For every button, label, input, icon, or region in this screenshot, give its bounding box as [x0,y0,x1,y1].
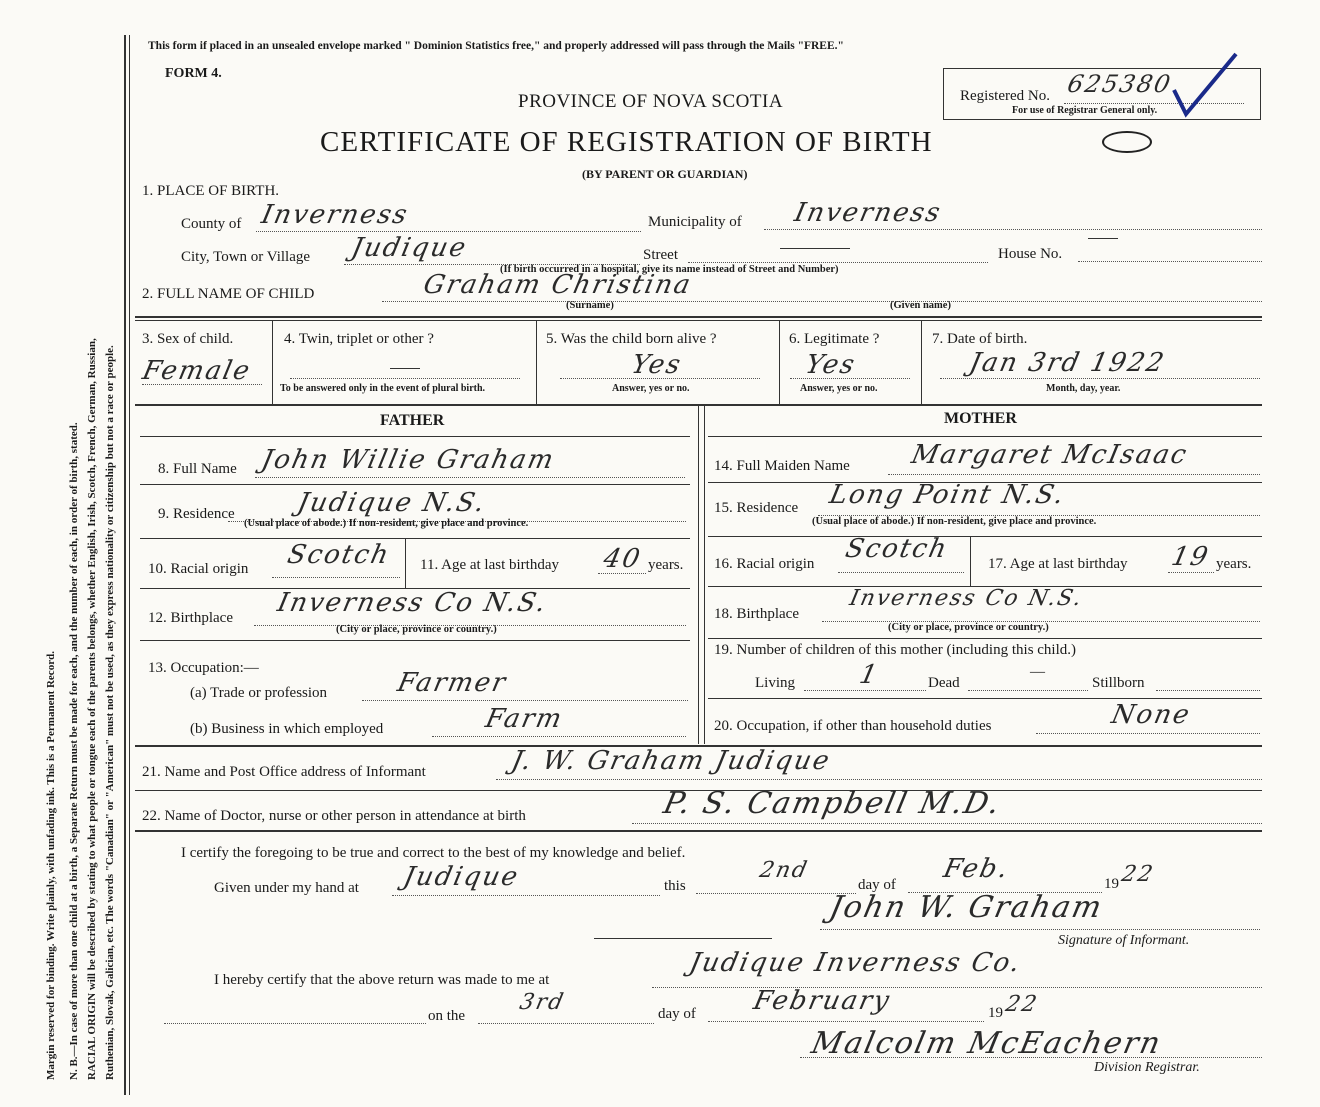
mother-birthplace-value: Inverness Co N.S. [847,586,1086,611]
registrar-month: February [750,986,894,1016]
mother-residence-note: (Usual place of abode.) If non-resident, give place and province. [812,516,1097,527]
living-value: 1 [856,660,882,690]
certificate-title: CERTIFICATE OF REGISTRATION OF BIRTH [320,126,933,158]
informant-line [496,779,1262,780]
city-value: Judique [348,233,471,263]
father-residence-label: 9. Residence [158,506,235,522]
registrar-month-line [708,1021,984,1022]
doctor-label: 22. Name of Doctor, nurse or other person in attendance at birth [142,808,526,824]
day-of-label: day of [858,877,896,893]
registrar-day-of-label: day of [658,1006,696,1022]
mother-age-label: 17. Age at last birthday [988,556,1128,572]
city-label: City, Town or Village [181,249,311,265]
alive-value: Yes [628,350,685,380]
mother-name-value: Margaret McIsaac [908,440,1191,470]
stillborn-line [1156,690,1260,691]
registrar-place-line [652,987,1262,988]
father-residence-note: (Usual place of abode.) If non-resident, give place and province. [244,518,529,529]
twin-dash [390,368,420,369]
side-note-margin: Margin reserved for binding. Write plainly, with unfading ink. This is a Permanent Record. [45,651,57,1080]
mother-racial-line [838,572,964,573]
this-label: this [664,878,686,894]
dead-value: — [1030,664,1045,680]
row-rule [708,436,1262,437]
registrar-text: I hereby certify that the above return was made to me at [214,972,550,988]
municipality-label: Municipality of [648,214,742,230]
legit-label: 6. Legitimate ? [789,331,880,347]
mother-occ-label: 20. Occupation, if other than household duties [714,718,992,734]
mother-residence-label: 15. Residence [714,500,799,516]
registrar-year: 22 [1003,992,1041,1017]
place-heading: 1. PLACE OF BIRTH. [142,183,280,199]
row-rule [140,436,690,437]
dead-label: Dead [928,675,960,691]
alive-label: 5. Was the child born alive ? [546,331,717,347]
child-name-label: 2. FULL NAME OF CHILD [142,286,315,302]
given-month: Feb. [940,854,1013,884]
mother-birthplace-label: 18. Birthplace [714,606,799,622]
side-note-racial-1: RACIAL ORIGIN will be described by stating to what people or tongue each of the parents belongs, whether English, Irish, Scotch, French, German, Russian, [86,338,98,1080]
twin-note: To be answered only in the event of plural birth. [280,383,486,394]
mother-occ-value: None [1108,700,1194,730]
registrar-use-note: For use of Registrar General only. [1012,105,1158,116]
registrar-place: Judique Inverness Co. [686,948,1025,978]
father-years: years. [648,557,684,573]
margin-rule [124,35,126,1095]
given-caption: (Given name) [890,300,951,311]
father-age-label: 11. Age at last birthday [420,557,559,573]
on-the-label: on the [428,1008,466,1024]
living-label: Living [755,675,795,691]
twin-line [290,378,520,379]
sex-value: Female [139,356,255,386]
registrar-lead-line [164,1023,426,1024]
surname-caption: (Surname) [566,300,614,311]
county-line [256,231,641,232]
municipality-value: Inverness [791,198,945,228]
row-rule [708,638,1262,639]
children-label: 19. Number of children of this mother (including this child.) [714,642,1077,658]
twin-label: 4. Twin, triplet or other ? [284,331,434,347]
business-label: (b) Business in which employed [190,721,384,737]
signature-caption: Signature of Informant. [1058,933,1190,948]
street-dash [780,248,850,249]
house-dash [1088,238,1118,239]
mother-heading: MOTHER [944,410,1017,427]
house-line [1078,261,1262,262]
parents-divider-2 [704,404,705,744]
mail-notice: This form if placed in an unsealed envelope marked " Dominion Statistics free," and properly addressed will pass through the Mails "FREE." [148,40,844,52]
alive-line [560,378,760,379]
section-rule [135,316,1262,318]
father-residence-value: Judique N.S. [294,488,489,518]
scribble-mark [1102,131,1152,153]
father-racial-line [272,577,400,578]
parents-divider [698,404,699,744]
mother-racial-value: Scotch [842,534,951,564]
informant-signature: John W. Graham [826,890,1107,925]
mother-birthplace-note: (City or place, province or country.) [888,622,1049,633]
mother-name-line [888,474,1260,475]
registrar-day: 3rd [517,990,568,1015]
registrar-caption: Division Registrar. [1094,1060,1200,1075]
side-note-racial-2: Ruthenian, Slovak, Galician, etc. The words "Canadian" or "American" must not be used, as they express nationality or citizenship but not a race or people. [104,345,116,1080]
living-line [804,690,926,691]
certify-text: I certify the foregoing to be true and correct to the best of my knowledge and belief. [181,845,686,861]
child-name-line [382,301,1262,302]
section-rule [135,830,1262,832]
legit-note: Answer, yes or no. [800,383,878,394]
legit-line [790,378,910,379]
informant-value: J. W. Graham Judique [508,746,834,776]
dob-line [940,378,1260,379]
given-line [392,895,660,896]
sex-label: 3. Sex of child. [142,331,234,347]
child-name-value: Graham Christina [420,270,695,300]
trade-label: (a) Trade or profession [190,685,328,701]
street-line [688,262,988,263]
col-divider [970,536,971,586]
business-value: Farm [482,704,567,734]
alive-note: Answer, yes or no. [612,383,690,394]
father-age-value: 40 [600,544,645,574]
section-rule-2 [135,320,1262,321]
certificate-subtitle: (BY PARENT OR GUARDIAN) [582,167,748,181]
street-label: Street [643,247,678,263]
father-birthplace-value: Inverness Co N.S. [274,588,551,618]
registrar-signature: Malcolm McEachern [808,1026,1166,1061]
business-line [432,736,686,737]
row-rule [140,538,690,539]
given-day: 2nd [757,858,811,883]
father-racial-label: 10. Racial origin [148,561,249,577]
form-number: FORM 4. [165,66,222,81]
father-heading: FATHER [380,412,445,429]
registrar-year-prefix: 19 [988,1005,1003,1021]
col-divider [405,538,406,588]
informant-label: 21. Name and Post Office address of Informant [142,764,426,780]
row-rule [140,640,690,641]
margin-rule-inner [129,35,130,1095]
col-divider [779,320,780,404]
registrar-day-line [478,1023,654,1024]
father-birthplace-label: 12. Birthplace [148,610,233,626]
col-divider [921,320,922,404]
mother-age-value: 19 [1168,542,1213,572]
registered-number: 625380 [1065,70,1175,98]
father-name-value: John Willie Graham [258,445,558,475]
father-occupation-label: 13. Occupation:— [148,660,259,676]
row-rule [708,536,1262,537]
row-rule [708,698,1262,699]
house-label: House No. [998,246,1063,262]
given-label: Given under my hand at [214,880,359,896]
mother-years: years. [1216,556,1252,572]
dead-line [968,690,1088,691]
father-racial-value: Scotch [284,540,393,570]
father-birthplace-note: (City or place, province or country.) [336,624,497,635]
county-value: Inverness [258,200,412,230]
row-rule [140,484,690,485]
municipality-line [764,229,1262,230]
check-mark-icon [1170,50,1240,118]
dob-label: 7. Date of birth. [932,331,1028,347]
mother-racial-label: 16. Racial origin [714,556,815,572]
mother-residence-value: Long Point N.S. [826,480,1069,510]
signature-rule [594,938,772,939]
father-name-label: 8. Full Name [158,461,237,477]
mother-name-label: 14. Full Maiden Name [714,458,850,474]
given-year-prefix: 19 [1104,876,1119,892]
dob-value: Jan 3rd 1922 [966,348,1169,378]
county-label: County of [181,216,242,232]
trade-line [362,700,688,701]
given-year: 22 [1119,862,1157,887]
registrar-signature-line [800,1057,1262,1058]
informant-signature-line [820,929,1260,930]
given-place: Judique [400,862,523,892]
hospital-note: (If birth occurred in a hospital, give its name instead of Street and Number) [500,264,839,275]
col-divider [536,320,537,404]
registered-label: Registered No. [960,88,1050,104]
trade-value: Farmer [394,668,510,698]
mother-occ-line [1036,733,1260,734]
side-note-nb: N. B.—In case of more than one child at a birth, a Separate Return must be made for each, and the number of each, in order of birth, stated. [68,422,80,1080]
dob-note: Month, day, year. [1046,383,1121,394]
mother-age-line [1168,572,1214,573]
col-divider [272,320,273,404]
doctor-value: P. S. Campbell M.D. [660,786,1005,821]
doctor-line [632,823,1262,824]
province-heading: PROVINCE OF NOVA SCOTIA [518,91,784,112]
legit-value: Yes [802,350,859,380]
stillborn-label: Stillborn [1092,675,1145,691]
father-name-line [255,477,685,478]
sex-line [142,384,262,385]
